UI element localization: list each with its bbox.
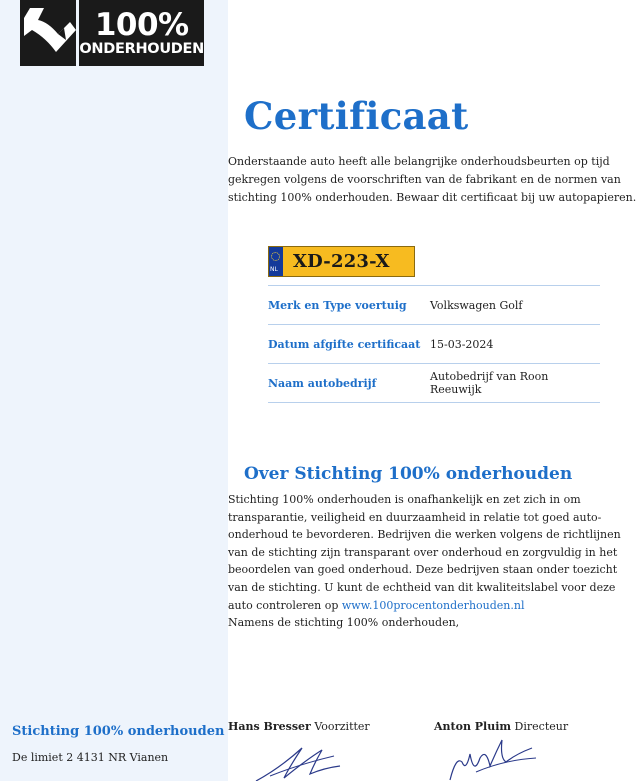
signatory-role: Directeur <box>514 720 569 733</box>
verification-link[interactable]: www.100procentonderhouden.nl <box>341 598 525 612</box>
logo-wordmark <box>79 0 204 66</box>
license-plate <box>268 246 415 277</box>
organization-address: De limiet 2 4131 NR Vianen <box>12 751 169 764</box>
signature-chairman <box>250 738 350 781</box>
certificate-details <box>268 285 600 403</box>
page-title: Certificaat <box>244 94 469 138</box>
detail-value: Volkswagen Golf <box>430 286 600 325</box>
wrench-check-icon <box>20 0 76 66</box>
detail-value: Autobedrijf van Roon Reeuwijk <box>430 364 600 403</box>
logo-percent: 100% <box>94 7 189 43</box>
sidebar <box>0 0 228 781</box>
detail-value: 15-03-2024 <box>430 325 600 364</box>
detail-row <box>268 286 600 325</box>
intro-text: Onderstaande auto heeft alle belangrijke onderhoudsbeurten op tijd gekregen volgens de voorschriften van de fabrikant en de normen van stichting 100% onderhouden. Bewaar dit certificaat bij uw autopapieren. <box>228 155 637 204</box>
signatory-chairman <box>228 720 370 733</box>
logo <box>20 0 204 66</box>
about-text <box>228 491 640 632</box>
about-closing: Namens de stichting 100% onderhouden, <box>228 616 460 630</box>
eu-flag-icon <box>269 247 283 276</box>
detail-label: Datum afgifte certificaat <box>268 325 430 364</box>
signatory-name: Hans Bresser <box>228 720 311 733</box>
logo-word: ONDERHOUDEN <box>79 41 204 57</box>
signature-director <box>446 736 542 781</box>
organization-name: Stichting 100% onderhouden <box>12 724 225 739</box>
detail-row <box>268 364 600 403</box>
detail-row <box>268 325 600 364</box>
signatory-role: Voorzitter <box>314 720 370 733</box>
about-body: Stichting 100% onderhouden is onafhankelijk en zet zich in om transparantie, veiligheid en duurzaamheid in relatie tot goed auto-onderhoud te bevorderen. Bedrijven die werken volgens de richtlijnen van de stichting zijn transparant over onderhoud en zorgvuldig in het beoordelen van goed onderhoud. Deze bedrijven staan onder toezicht van de stichting. U kunt de echtheid van dit kwaliteitslabel voor deze auto controleren op <box>228 493 621 612</box>
plate-number: XD-223-X <box>293 251 390 272</box>
detail-label: Naam autobedrijf <box>268 364 430 403</box>
plate-country: NL <box>270 266 278 273</box>
signatory-name: Anton Pluim <box>434 720 512 733</box>
signatory-director <box>434 720 568 733</box>
detail-label: Merk en Type voertuig <box>268 286 430 325</box>
about-title: Over Stichting 100% onderhouden <box>244 464 573 484</box>
